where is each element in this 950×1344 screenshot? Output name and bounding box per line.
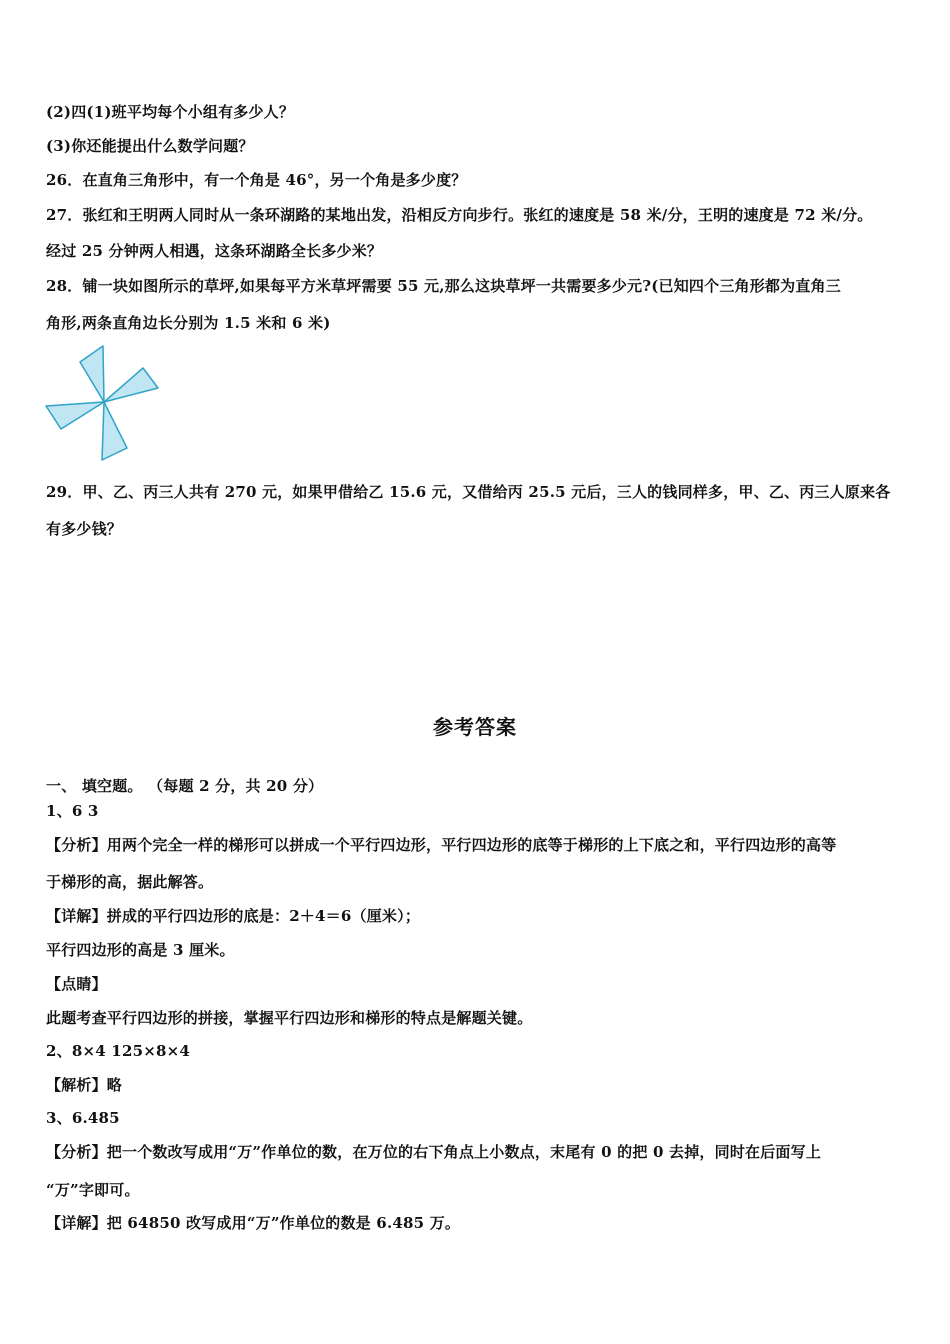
answer-1-detail: 【详解】拼成的平行四边形的底是：2＋4＝6（厘米）； (46, 907, 421, 925)
question-25-3: (3)你还能提出什么数学问题？ (46, 137, 254, 155)
question-27-line2: 经过 25 分钟两人相遇，这条环湖路全长多少米？ (46, 242, 383, 260)
answer-2: 2、8×4 125×8×4 (46, 1042, 191, 1060)
answer-1-analysis-line1: 【分析】用两个完全一样的梯形可以拼成一个平行四边形，平行四边形的底等于梯形的上下底之和，平行四边形的高等 (46, 836, 837, 854)
question-27-line1: 27．张红和王明两人同时从一条环湖路的某地出发，沿相反方向步行。张红的速度是 58 米/分，王明的速度是 72 米/分。 (46, 206, 873, 224)
answer-2-analysis: 【解析】略 (46, 1076, 123, 1094)
pinwheel-triangles-figure (40, 340, 165, 465)
question-25-2: (2)四(1)班平均每个小组有多少人？ (46, 103, 295, 121)
answer-1-analysis-line2: 于梯形的高，据此解答。 (46, 873, 214, 891)
answer-1-comment-label: 【点睛】 (46, 975, 107, 993)
triangle-right (104, 368, 158, 402)
triangle-left (46, 402, 104, 429)
answer-1: 1、6 3 (46, 802, 99, 820)
question-28-line2: 角形,两条直角边长分别为 1.5 米和 6 米) (46, 314, 331, 332)
answer-1-detail-line2: 平行四边形的高是 3 厘米。 (46, 941, 235, 959)
answer-3-analysis-line2: “万”字即可。 (46, 1181, 140, 1199)
question-29-line2: 有多少钱？ (46, 520, 123, 538)
answers-section-header: 一、 填空题。 （每题 2 分，共 20 分） (46, 777, 324, 795)
question-28-line1: 28．铺一块如图所示的草坪,如果每平方米草坪需要 55 元,那么这块草坪一共需要多少元?(已知四个三角形都为直角三 (46, 277, 841, 295)
triangle-bottom (102, 402, 127, 460)
triangle-top (80, 346, 104, 402)
question-29-line1: 29．甲、乙、丙三人共有 270 元，如果甲借给乙 15.6 元，又借给丙 25.5 元后，三人的钱同样多，甲、乙、丙三人原来各 (46, 483, 891, 501)
answer-3: 3、6.485 (46, 1109, 120, 1127)
answer-1-comment: 此题考查平行四边形的拼接，掌握平行四边形和梯形的特点是解题关键。 (46, 1009, 533, 1027)
answer-3-detail: 【详解】把 64850 改写成用“万”作单位的数是 6.485 万。 (46, 1214, 461, 1232)
question-26: 26．在直角三角形中，有一个角是 46°，另一个角是多少度？ (46, 171, 467, 189)
answers-heading: 参考答案 (433, 715, 517, 739)
answer-3-analysis-line1: 【分析】把一个数改写成用“万”作单位的数，在万位的右下角点上小数点，末尾有 0 的把 0 去掉，同时在后面写上 (46, 1143, 822, 1161)
